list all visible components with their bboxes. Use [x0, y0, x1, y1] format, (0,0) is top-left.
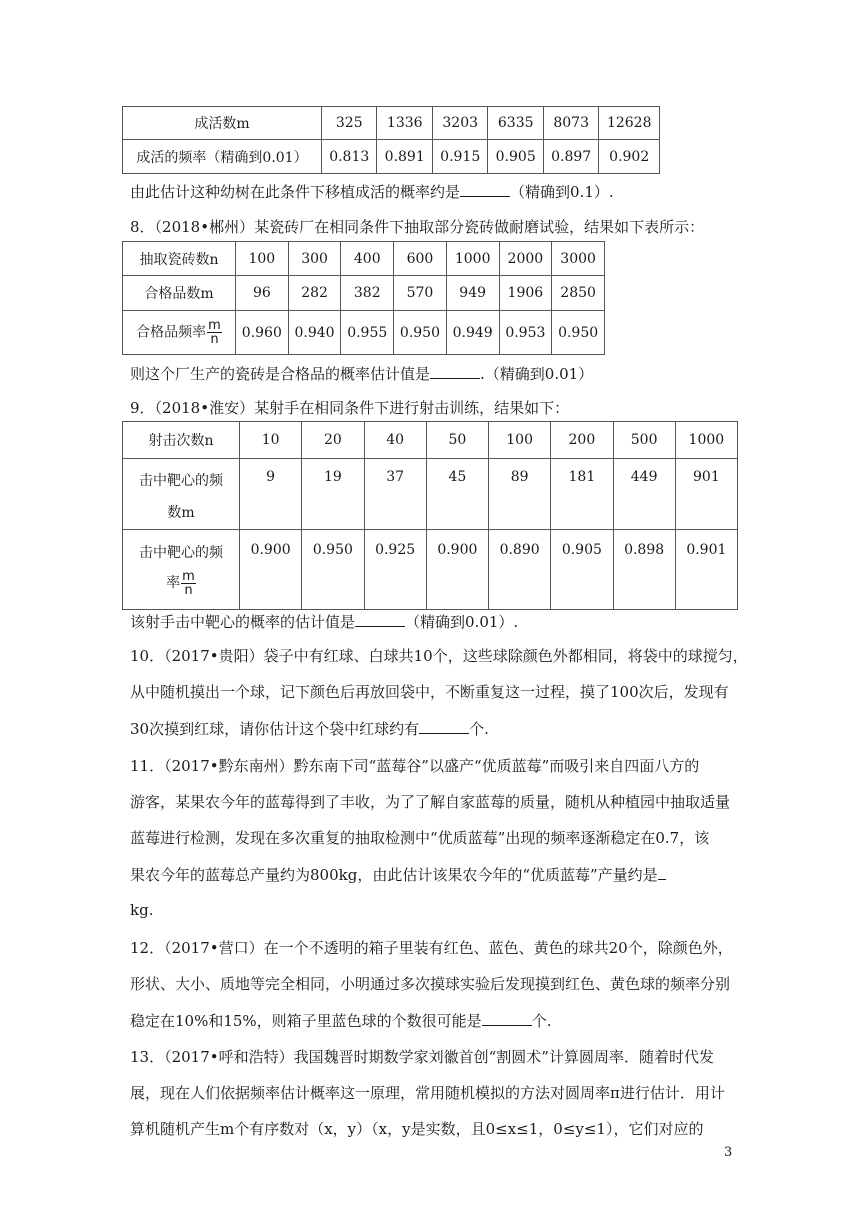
table-cell: 0.960	[236, 311, 289, 355]
table-cell: 0.813	[322, 140, 377, 174]
table-cell: 10	[240, 422, 302, 459]
table-row	[123, 459, 738, 530]
table-cell: 449	[613, 459, 675, 530]
table-cell: 1000	[446, 242, 499, 276]
table-cell: 19	[302, 459, 364, 530]
page-number: 3	[724, 1145, 733, 1160]
table-cell: 1000	[675, 422, 737, 459]
shooting-table	[122, 421, 738, 610]
table-cell: 181	[551, 459, 613, 530]
answer-blank[interactable]	[419, 717, 469, 734]
table-cell: 20	[302, 422, 364, 459]
table-cell: 0.900	[240, 530, 302, 610]
table-cell: 949	[446, 276, 499, 311]
table-cell: 1336	[377, 107, 432, 140]
tile-test-table	[122, 241, 605, 355]
table-cell: 282	[288, 276, 341, 311]
row-label: 击中靶心的频 率 $\frac{m}{n}$	[123, 530, 240, 610]
table-cell: 89	[489, 459, 551, 530]
table-cell: 100	[489, 422, 551, 459]
table-cell: 0.905	[551, 530, 613, 610]
table-cell: 0.890	[489, 530, 551, 610]
row-label: 合格品数m	[123, 276, 236, 311]
table-cell: 300	[288, 242, 341, 276]
table-cell: 3000	[552, 242, 605, 276]
table-cell: 600	[394, 242, 447, 276]
q9-answer-line: 该射手击中靶心的概率的估计值是 （精确到0.01）.	[130, 610, 518, 633]
table-cell: 100	[236, 242, 289, 276]
table-cell: 500	[613, 422, 675, 459]
table-cell: 382	[341, 276, 394, 311]
table-cell: 0.925	[364, 530, 426, 610]
row-label: 成活的频率（精确到0.01）	[123, 140, 322, 174]
table-cell: 3203	[432, 107, 487, 140]
table-cell: 570	[394, 276, 447, 311]
table-cell: 37	[364, 459, 426, 530]
survival-table	[122, 106, 660, 174]
fraction-m-over-n: $\frac{m}{n}$	[208, 318, 221, 347]
table-cell: 200	[551, 422, 613, 459]
table-cell: 0.891	[377, 140, 432, 174]
table-cell: 400	[341, 242, 394, 276]
table-row	[123, 140, 660, 174]
table-cell: 6335	[488, 107, 543, 140]
row-label: 成活数m	[123, 107, 322, 140]
table-row	[123, 311, 605, 355]
table-cell: 0.905	[488, 140, 543, 174]
table-row	[123, 107, 660, 140]
q7-answer-line: 由此估计这种幼树在此条件下移植成活的概率约是 （精确到0.1）.	[130, 180, 614, 203]
table-cell: 0.955	[341, 311, 394, 355]
answer-blank[interactable]	[430, 362, 480, 379]
table-row	[123, 422, 738, 459]
table-cell: 0.897	[543, 140, 598, 174]
table-cell: 325	[322, 107, 377, 140]
table-cell: 0.949	[446, 311, 499, 355]
q11-paragraph: 11．（2017•黔东南州）黔东南下司“蓝莓谷”以盛产“优质蓝莓”而吸引来自四面八方的 游客，某果农今年的蓝莓得到了丰收，为了了解自家蓝莓的质量，随机从种植园中抽取适量 蓝莓进行检测，发现在多次重复的抽取检测中“优质蓝莓”出现的频率逐渐稳定在0.7，该 果农今年的蓝莓总产量约为800kg，由此估计该果农今年的“优质蓝莓”产量约是 kg.	[130, 757, 731, 919]
table-cell: 2850	[552, 276, 605, 311]
answer-blank[interactable]	[355, 610, 405, 627]
answer-blank[interactable]	[658, 863, 666, 880]
table-cell: 96	[236, 276, 289, 311]
row-label: 射击次数n	[123, 422, 240, 459]
q13-paragraph: 13．（2017•呼和浩特）我国魏晋时期数学家刘徽首创“割圆术”计算圆周率．随着时代发 展，现在人们依据频率估计概率这一原理，常用随机模拟的方法对圆周率π进行估计．用计 算机随机产生m个有序数对（x，y）（x，y是实数，且0≤x≤1，0≤y≤1），它们对应的	[130, 1048, 725, 1138]
table-cell: 0.901	[675, 530, 737, 610]
q8-answer-line: 则这个厂生产的瓷砖是合格品的概率估计值是 .（精确到0.01）	[130, 362, 593, 385]
table-row	[123, 242, 605, 276]
table-cell: 2000	[499, 242, 552, 276]
table-cell: 0.950	[302, 530, 364, 610]
table-cell: 9	[240, 459, 302, 530]
row-label: 击中靶心的频 数m	[123, 459, 240, 530]
table-cell: 0.902	[599, 140, 660, 174]
table-cell: 40	[364, 422, 426, 459]
table-cell: 901	[675, 459, 737, 530]
table-cell: 0.953	[499, 311, 552, 355]
table-cell: 45	[426, 459, 488, 530]
table-cell: 0.900	[426, 530, 488, 610]
q8-stem: 8．（2018•郴州）某瓷砖厂在相同条件下抽取部分瓷砖做耐磨试验，结果如下表所示：	[130, 218, 705, 236]
answer-blank[interactable]	[482, 1009, 532, 1026]
table-cell: 50	[426, 422, 488, 459]
q10-paragraph: 10．（2017•贵阳）袋子中有红球、白球共10个，这些球除颜色外都相同，将袋中的球搅匀， 从中随机摸出一个球，记下颜色后再放回袋中，不断重复这一过程，摸了100次后，发现有 30次摸到红球，请你估计这个袋中红球约有 个.	[130, 647, 748, 738]
answer-blank[interactable]	[460, 180, 510, 197]
table-cell: 8073	[543, 107, 598, 140]
table-cell: 0.940	[288, 311, 341, 355]
q12-paragraph: 12．（2017•营口）在一个不透明的箱子里装有红色、蓝色、黄色的球共20个，除颜色外， 形状、大小、质地等完全相同，小明通过多次摸球实验后发现摸到红色、黄色球的频率分别 稳定在10%和15%，则箱子里蓝色球的个数很可能是 个.	[130, 939, 733, 1030]
table-row	[123, 530, 738, 610]
table-cell: 1906	[499, 276, 552, 311]
fraction-m-over-n: $\frac{m}{n}$	[182, 568, 195, 598]
table-cell: 0.898	[613, 530, 675, 610]
table-cell: 12628	[599, 107, 660, 140]
table-row	[123, 276, 605, 311]
row-label: 合格品频率 $\frac{m}{n}$	[123, 311, 236, 355]
table-cell: 0.950	[552, 311, 605, 355]
row-label: 抽取瓷砖数n	[123, 242, 236, 276]
table-cell: 0.950	[394, 311, 447, 355]
table-cell: 0.915	[432, 140, 487, 174]
q9-stem: 9．（2018•淮安）某射手在相同条件下进行射击训练，结果如下：	[130, 399, 570, 417]
